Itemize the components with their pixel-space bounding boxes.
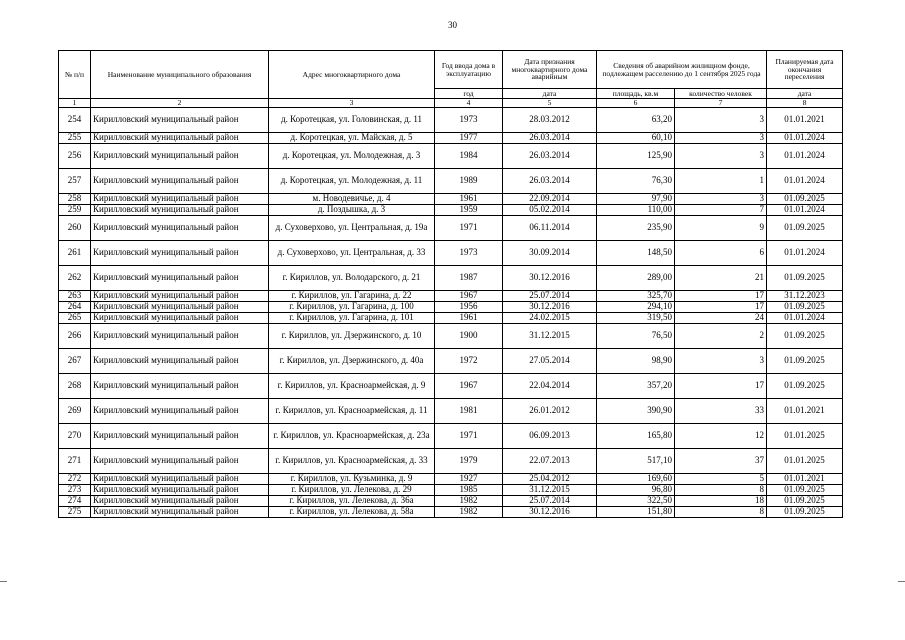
address-cell: д. Коротецкая, ул. Головинская, д. 11: [269, 108, 435, 133]
recognition-date-cell: 05.02.2014: [503, 205, 597, 216]
table-row: [59, 108, 843, 133]
recognition-date-cell: 25.04.2012: [503, 474, 597, 485]
municipality-cell: Кирилловский муниципальный район: [91, 133, 269, 144]
row-number: 268: [59, 374, 91, 399]
area-cell: 63,20: [597, 108, 675, 133]
people-cell: 8: [675, 507, 767, 518]
col-header-fund-info: Сведения об аварийном жилищном фонде, подлежащем расселению до 1 сентября 2025 года: [597, 51, 767, 89]
municipality-cell: Кирилловский муниципальный район: [91, 241, 269, 266]
address-cell: г. Кириллов, ул. Гагарина, д. 101: [269, 313, 435, 324]
year-cell: 1971: [435, 424, 503, 449]
area-cell: 98,90: [597, 349, 675, 374]
col-header-num: № п/п: [59, 51, 91, 99]
table-row: [59, 424, 843, 449]
people-cell: 21: [675, 266, 767, 291]
row-number: 274: [59, 496, 91, 507]
year-cell: 1900: [435, 324, 503, 349]
row-number: 257: [59, 169, 91, 194]
recognition-date-cell: 26.01.2012: [503, 399, 597, 424]
municipality-cell: Кирилловский муниципальный район: [91, 205, 269, 216]
row-number: 272: [59, 474, 91, 485]
area-cell: 97,90: [597, 194, 675, 205]
area-cell: 110,00: [597, 205, 675, 216]
subheader-year: год: [435, 89, 503, 99]
area-cell: 322,50: [597, 496, 675, 507]
planned-date-cell: 01.01.2024: [767, 133, 843, 144]
year-cell: 1971: [435, 216, 503, 241]
row-number: 259: [59, 205, 91, 216]
table-row: [59, 399, 843, 424]
table-row: [59, 349, 843, 374]
year-cell: 1987: [435, 266, 503, 291]
address-cell: г. Кириллов, ул. Гагарина, д. 100: [269, 302, 435, 313]
municipality-cell: Кирилловский муниципальный район: [91, 313, 269, 324]
recognition-date-cell: 06.09.2013: [503, 424, 597, 449]
table-row: [59, 449, 843, 474]
year-cell: 1967: [435, 291, 503, 302]
table-row: [59, 507, 843, 518]
address-cell: г. Кириллов, ул. Красноармейская, д. 9: [269, 374, 435, 399]
col-header-address: Адрес многоквартирного дома: [269, 51, 435, 99]
people-cell: 6: [675, 241, 767, 266]
municipality-cell: Кирилловский муниципальный район: [91, 349, 269, 374]
people-cell: 17: [675, 374, 767, 399]
municipality-cell: Кирилловский муниципальный район: [91, 302, 269, 313]
table-row: [59, 144, 843, 169]
row-number: 255: [59, 133, 91, 144]
column-numbers-row: [59, 99, 843, 108]
planned-date-cell: 01.01.2025: [767, 424, 843, 449]
planned-date-cell: 01.01.2024: [767, 205, 843, 216]
recognition-date-cell: 22.04.2014: [503, 374, 597, 399]
table-row: [59, 266, 843, 291]
area-cell: 76,50: [597, 324, 675, 349]
planned-date-cell: 01.01.2024: [767, 169, 843, 194]
municipality-cell: Кирилловский муниципальный район: [91, 324, 269, 349]
row-number: 275: [59, 507, 91, 518]
planned-date-cell: 01.09.2025: [767, 349, 843, 374]
area-cell: 148,50: [597, 241, 675, 266]
column-number: 3: [269, 99, 435, 108]
recognition-date-cell: 06.11.2014: [503, 216, 597, 241]
table-row: [59, 133, 843, 144]
municipality-cell: Кирилловский муниципальный район: [91, 216, 269, 241]
year-cell: 1977: [435, 133, 503, 144]
area-cell: 165,80: [597, 424, 675, 449]
page-number: 30: [448, 20, 457, 30]
year-cell: 1972: [435, 349, 503, 374]
planned-date-cell: 31.12.2023: [767, 291, 843, 302]
year-cell: 1961: [435, 194, 503, 205]
address-cell: г. Кириллов, ул. Дзержинского, д. 10: [269, 324, 435, 349]
area-cell: 289,00: [597, 266, 675, 291]
right-edge-mark: [898, 581, 905, 582]
municipality-cell: Кирилловский муниципальный район: [91, 108, 269, 133]
area-cell: 151,80: [597, 507, 675, 518]
planned-date-cell: 01.09.2025: [767, 194, 843, 205]
municipality-cell: Кирилловский муниципальный район: [91, 474, 269, 485]
recognition-date-cell: 31.12.2015: [503, 324, 597, 349]
table-row: [59, 194, 843, 205]
planned-date-cell: 01.09.2025: [767, 266, 843, 291]
year-cell: 1973: [435, 108, 503, 133]
address-cell: г. Кириллов, ул. Красноармейская, д. 11: [269, 399, 435, 424]
recognition-date-cell: 27.05.2014: [503, 349, 597, 374]
col-header-municipality: Наименование муниципального образования: [91, 51, 269, 99]
address-cell: г. Кириллов, ул. Лелекова, д. 29: [269, 485, 435, 496]
address-cell: д. Коротецкая, ул. Майская, д. 5: [269, 133, 435, 144]
table-row: [59, 474, 843, 485]
planned-date-cell: 01.01.2024: [767, 241, 843, 266]
people-cell: 12: [675, 424, 767, 449]
table-row: [59, 496, 843, 507]
people-cell: 1: [675, 169, 767, 194]
row-number: 254: [59, 108, 91, 133]
header-row: [59, 51, 843, 89]
planned-date-cell: 01.01.2024: [767, 144, 843, 169]
table-row: [59, 313, 843, 324]
subheader-people: количество человек: [675, 89, 767, 99]
planned-date-cell: 01.01.2021: [767, 108, 843, 133]
people-cell: 3: [675, 133, 767, 144]
municipality-cell: Кирилловский муниципальный район: [91, 194, 269, 205]
recognition-date-cell: 24.02.2015: [503, 313, 597, 324]
area-cell: 357,20: [597, 374, 675, 399]
people-cell: 3: [675, 194, 767, 205]
municipality-cell: Кирилловский муниципальный район: [91, 144, 269, 169]
municipality-cell: Кирилловский муниципальный район: [91, 399, 269, 424]
col-header-recognition-date: Дата признания многоквартирного дома аварийным: [503, 51, 597, 89]
recognition-date-cell: 25.07.2014: [503, 291, 597, 302]
year-cell: 1973: [435, 241, 503, 266]
recognition-date-cell: 26.03.2014: [503, 144, 597, 169]
column-number: 4: [435, 99, 503, 108]
people-cell: 3: [675, 108, 767, 133]
column-number: 6: [597, 99, 675, 108]
address-cell: г. Кириллов, ул. Лелекова, д. 58а: [269, 507, 435, 518]
address-cell: г. Кириллов, ул. Володарского, д. 21: [269, 266, 435, 291]
year-cell: 1985: [435, 485, 503, 496]
people-cell: 5: [675, 474, 767, 485]
emergency-housing-table: [58, 50, 843, 518]
area-cell: 125,90: [597, 144, 675, 169]
row-number: 271: [59, 449, 91, 474]
table-row: [59, 324, 843, 349]
recognition-date-cell: 25.07.2014: [503, 496, 597, 507]
column-number: 8: [767, 99, 843, 108]
people-cell: 17: [675, 302, 767, 313]
area-cell: 169,60: [597, 474, 675, 485]
row-number: 263: [59, 291, 91, 302]
municipality-cell: Кирилловский муниципальный район: [91, 266, 269, 291]
year-cell: 1982: [435, 496, 503, 507]
address-cell: г. Кириллов, ул. Гагарина, д. 22: [269, 291, 435, 302]
row-number: 265: [59, 313, 91, 324]
planned-date-cell: 01.09.2025: [767, 374, 843, 399]
column-number: 7: [675, 99, 767, 108]
recognition-date-cell: 26.03.2014: [503, 133, 597, 144]
recognition-date-cell: 30.09.2014: [503, 241, 597, 266]
recognition-date-cell: 30.12.2016: [503, 507, 597, 518]
municipality-cell: Кирилловский муниципальный район: [91, 485, 269, 496]
table-row: [59, 485, 843, 496]
recognition-date-cell: 30.12.2016: [503, 302, 597, 313]
table-row: [59, 169, 843, 194]
planned-date-cell: 01.01.2024: [767, 313, 843, 324]
year-cell: 1981: [435, 399, 503, 424]
year-cell: 1967: [435, 374, 503, 399]
people-cell: 3: [675, 144, 767, 169]
planned-date-cell: 01.09.2025: [767, 485, 843, 496]
address-cell: г. Кириллов, ул. Дзержинского, д. 40а: [269, 349, 435, 374]
area-cell: 390,90: [597, 399, 675, 424]
year-cell: 1927: [435, 474, 503, 485]
year-cell: 1984: [435, 144, 503, 169]
address-cell: д. Коротецкая, ул. Молодежная, д. 3: [269, 144, 435, 169]
planned-date-cell: 01.09.2025: [767, 302, 843, 313]
left-edge-mark: [0, 581, 7, 582]
row-number: 258: [59, 194, 91, 205]
people-cell: 24: [675, 313, 767, 324]
people-cell: 33: [675, 399, 767, 424]
column-number: 5: [503, 99, 597, 108]
municipality-cell: Кирилловский муниципальный район: [91, 374, 269, 399]
people-cell: 18: [675, 496, 767, 507]
address-cell: м. Новодевичье, д. 4: [269, 194, 435, 205]
year-cell: 1956: [435, 302, 503, 313]
table-row: [59, 216, 843, 241]
col-header-planned-date: Планируемая дата окончания переселения: [767, 51, 843, 89]
people-cell: 17: [675, 291, 767, 302]
row-number: 262: [59, 266, 91, 291]
subheader-date: дата: [503, 89, 597, 99]
address-cell: г. Кириллов, ул. Лелекова, д. 36а: [269, 496, 435, 507]
row-number: 264: [59, 302, 91, 313]
area-cell: 294,10: [597, 302, 675, 313]
people-cell: 2: [675, 324, 767, 349]
table-row: [59, 205, 843, 216]
recognition-date-cell: 22.07.2013: [503, 449, 597, 474]
address-cell: г. Кириллов, ул. Кузьминка, д. 9: [269, 474, 435, 485]
table-row: [59, 302, 843, 313]
table-row: [59, 374, 843, 399]
address-cell: д. Суховерхово, ул. Центральная, д. 19а: [269, 216, 435, 241]
recognition-date-cell: 31.12.2015: [503, 485, 597, 496]
row-number: 266: [59, 324, 91, 349]
address-cell: д. Поздышка, д. 3: [269, 205, 435, 216]
municipality-cell: Кирилловский муниципальный район: [91, 507, 269, 518]
subheader-plan-date: дата: [767, 89, 843, 99]
planned-date-cell: 01.09.2025: [767, 496, 843, 507]
address-cell: г. Кириллов, ул. Красноармейская, д. 23а: [269, 424, 435, 449]
row-number: 269: [59, 399, 91, 424]
row-number: 256: [59, 144, 91, 169]
area-cell: 96,80: [597, 485, 675, 496]
people-cell: 7: [675, 205, 767, 216]
subheader-area: площадь, кв.м: [597, 89, 675, 99]
year-cell: 1979: [435, 449, 503, 474]
address-cell: д. Суховерхово, ул. Центральная, д. 33: [269, 241, 435, 266]
people-cell: 9: [675, 216, 767, 241]
municipality-cell: Кирилловский муниципальный район: [91, 169, 269, 194]
address-cell: г. Кириллов, ул. Красноармейская, д. 33: [269, 449, 435, 474]
people-cell: 3: [675, 349, 767, 374]
row-number: 273: [59, 485, 91, 496]
planned-date-cell: 01.01.2021: [767, 399, 843, 424]
municipality-cell: Кирилловский муниципальный район: [91, 449, 269, 474]
column-number: 1: [59, 99, 91, 108]
area-cell: 517,10: [597, 449, 675, 474]
recognition-date-cell: 22.09.2014: [503, 194, 597, 205]
area-cell: 319,50: [597, 313, 675, 324]
column-number: 2: [91, 99, 269, 108]
recognition-date-cell: 28.03.2012: [503, 108, 597, 133]
row-number: 260: [59, 216, 91, 241]
area-cell: 235,90: [597, 216, 675, 241]
table-body: [59, 108, 843, 518]
year-cell: 1961: [435, 313, 503, 324]
col-header-year-built: Год ввода дома в эксплуатацию: [435, 51, 503, 89]
area-cell: 325,70: [597, 291, 675, 302]
area-cell: 76,30: [597, 169, 675, 194]
municipality-cell: Кирилловский муниципальный район: [91, 496, 269, 507]
recognition-date-cell: 30.12.2016: [503, 266, 597, 291]
planned-date-cell: 01.01.2021: [767, 474, 843, 485]
year-cell: 1989: [435, 169, 503, 194]
year-cell: 1959: [435, 205, 503, 216]
table-row: [59, 241, 843, 266]
planned-date-cell: 01.01.2025: [767, 449, 843, 474]
planned-date-cell: 01.09.2025: [767, 324, 843, 349]
people-cell: 8: [675, 485, 767, 496]
row-number: 261: [59, 241, 91, 266]
table-row: [59, 291, 843, 302]
row-number: 267: [59, 349, 91, 374]
address-cell: д. Коротецкая, ул. Молодежная, д. 11: [269, 169, 435, 194]
planned-date-cell: 01.09.2025: [767, 507, 843, 518]
year-cell: 1982: [435, 507, 503, 518]
municipality-cell: Кирилловский муниципальный район: [91, 424, 269, 449]
recognition-date-cell: 26.03.2014: [503, 169, 597, 194]
area-cell: 60,10: [597, 133, 675, 144]
municipality-cell: Кирилловский муниципальный район: [91, 291, 269, 302]
people-cell: 37: [675, 449, 767, 474]
planned-date-cell: 01.09.2025: [767, 216, 843, 241]
row-number: 270: [59, 424, 91, 449]
